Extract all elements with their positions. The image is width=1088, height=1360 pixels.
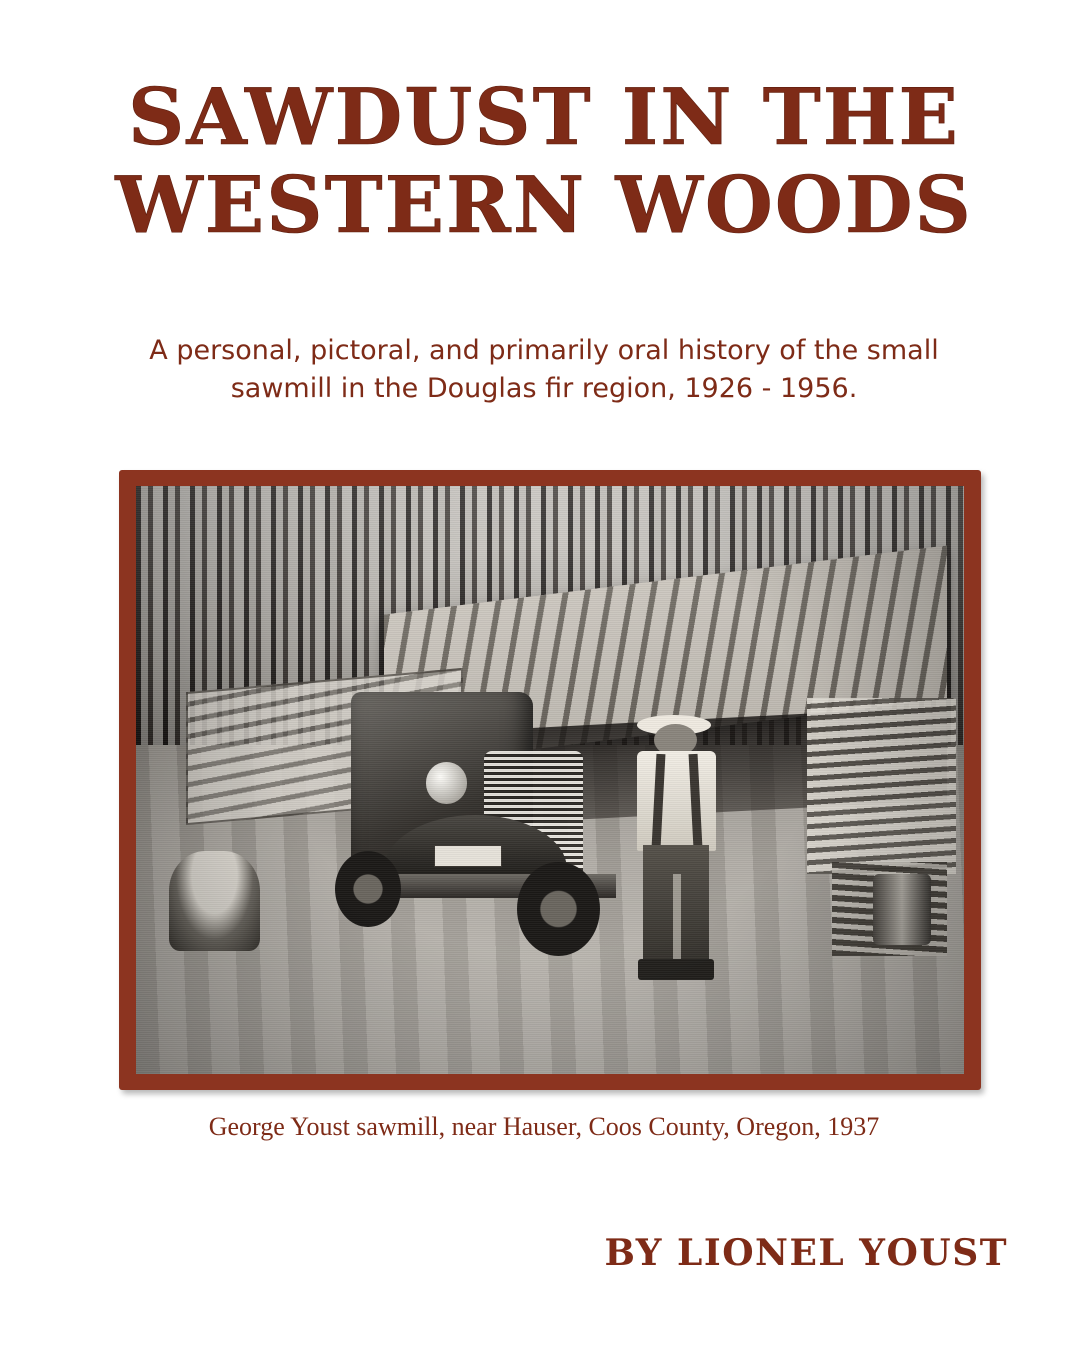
cover-title bbox=[0, 72, 1088, 251]
truck-license-plate bbox=[434, 845, 502, 867]
subtitle-line-1: A personal, pictoral, and primarily oral history of the small bbox=[149, 335, 939, 366]
lumber-stack-upper bbox=[807, 698, 956, 874]
truck-headlamp bbox=[426, 762, 467, 803]
subtitle-line-2: sawmill in the Douglas fir region, 1926 - 1956. bbox=[230, 373, 858, 405]
photo-caption: George Youst sawmill, near Hauser, Coos County, Oregon, 1937 bbox=[208, 1112, 880, 1141]
man-shirt bbox=[637, 751, 716, 851]
man-boots bbox=[638, 959, 714, 980]
truck-rear-wheel bbox=[335, 851, 401, 927]
title-line-1: SAWDUST IN THE bbox=[128, 72, 960, 163]
tree-stump bbox=[169, 851, 260, 951]
cover-photo-frame bbox=[119, 470, 981, 1090]
man-leg-gap bbox=[673, 874, 681, 962]
title-line-2: WESTERN WOODS bbox=[115, 159, 973, 251]
author-credit: BY LIONEL YOUST bbox=[604, 1232, 1008, 1274]
cover-subtitle bbox=[110, 332, 978, 409]
oil-barrel bbox=[873, 874, 931, 945]
truck-front-wheel bbox=[517, 862, 600, 956]
cover-photograph bbox=[136, 486, 964, 1074]
